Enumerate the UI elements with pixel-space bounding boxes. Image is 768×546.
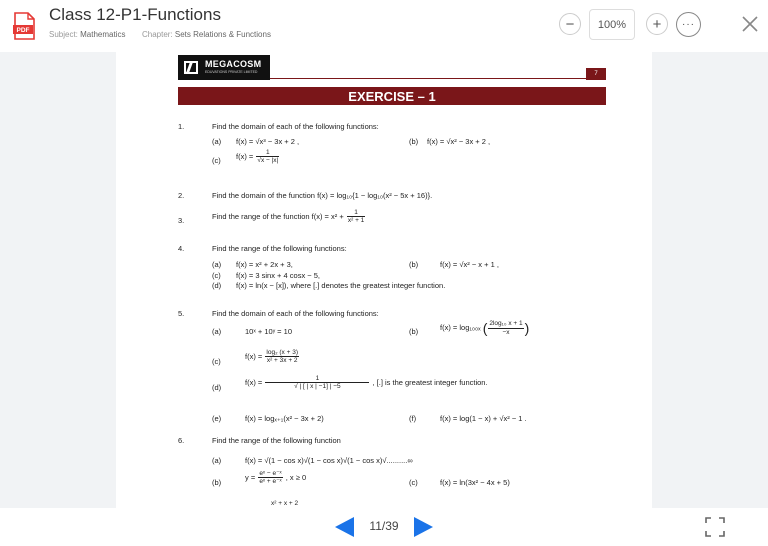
megacosm-logo: MEGACOSM EDUVATIONS PRIVATE LIMITED [178,55,270,80]
question-text: Find the domain of each of the following functions: [212,122,379,131]
option-label: (c) [409,478,418,487]
document-header [0,0,768,52]
question-number: 5. [178,309,185,318]
next-page-button[interactable] [414,517,433,537]
question-text: Find the domain of each of the following functions: [212,309,379,318]
question-number: 1. [178,122,185,131]
option-expression: y = $\frac{\text{eˣ − e⁻ˣ}}{\text{eˣ + e⁻ˣ}}$ , x ≥ 0 [245,470,307,486]
option-expression: f(x) = √x² − x + 1 , [440,260,499,269]
option-label: (d) [212,281,222,290]
option-label: (b) [409,260,419,269]
option-label: (d) [212,383,222,392]
subject-label: Subject: [49,30,78,39]
question-number: 4. [178,244,185,253]
question-text: Find the domain of the function f(x) = log₁₀{1 − log₁₀(x² − 5x + 16)}. [212,191,433,200]
option-label: (c) [212,357,221,366]
question-number: 2. [178,191,185,200]
option-label: (c) [212,156,221,165]
question-text: Find the range of the following function [212,436,341,445]
close-icon[interactable] [740,14,760,34]
option-label: (c) [212,271,221,280]
option-expression: f(x) = ln(3x² − 4x + 5) [440,478,510,487]
question-text: Find the range of the following functions: [212,244,347,253]
option-expression: f(x) = √(1 − cos x)√(1 − cos x)√(1 − cos x)√..........∞ [245,456,413,465]
question-number: 6. [178,436,185,445]
option-expression: f(x) = ln(x − [x]), where [.] denotes the greatest integer function. [236,281,446,290]
page-navigation [0,508,768,546]
svg-text:PDF: PDF [16,27,30,35]
option-label: (b) [212,478,222,487]
page-indicator: 11/39 [369,519,399,533]
subject-value: Mathematics [80,30,126,39]
option-expression: f(x) = $\frac{\text{log₂ (x + 3)}}{\text{x² + 3x + 2}}$ [245,349,298,365]
option-expression: f(x) = log(1 − x) + √x² − 1 . [440,414,527,423]
document-title: Class 12-P1-Functions [49,5,221,24]
pdf-viewer[interactable] [0,52,768,508]
chapter-label: Chapter: [141,30,173,39]
option-expression: f(x) = logₓ₊₁(x² − 3x + 2) [245,414,324,423]
option-expression: f(x) = √x³ − 3x + 2 , [236,137,300,146]
zoom-level-display: 100% [589,9,635,40]
option-label: (a) [212,327,222,336]
option-expression: f(x) = log₁₀₀ₓ ( $\frac{\text{2log₁₀ x + 1}}{-x}$ ) [440,320,530,336]
option-expression: f(x) = 3 sinx + 4 cosx − 5, [236,271,320,280]
exercise-title: EXERCISE – 1 [178,87,606,105]
previous-page-button[interactable] [335,517,354,537]
option-label: (b) [409,137,419,146]
option-expression: f(x) = √x² − 3x + 2 , [427,137,491,146]
option-label: (b) [409,327,419,336]
partial-expression: x² + x + 2 [271,500,299,507]
option-label: (f) [409,414,417,423]
option-label: (a) [212,137,222,146]
page-number-badge: 7 [586,68,606,80]
pdf-file-icon [12,12,36,40]
option-label: (e) [212,414,222,423]
option-expression: 10ˣ + 10ʸ = 10 [245,327,292,336]
option-expression: f(x) = $\frac{1}{√ | [ | x | -1] | -5}$ , [.] is the greatest integer function. [245,375,488,391]
fullscreen-icon[interactable] [704,516,726,538]
document-meta [49,30,271,39]
chapter-value: Sets Relations & Functions [174,30,271,39]
option-expression: f(x) = $\frac{1}{√x - |x|}$ [236,149,279,165]
more-options-button[interactable]: ··· [676,12,701,37]
header-rule [270,78,602,79]
zoom-out-button[interactable]: − [559,13,581,35]
pdf-page [116,52,652,508]
question-text: Find the range of the function f(x) = x² + $\frac{1}{\text{x² + 1}}$ [212,209,365,225]
question-number: 3. [178,216,185,225]
option-label: (a) [212,456,222,465]
logo-mark-icon [184,61,198,74]
option-expression: f(x) = x² + 2x + 3, [236,260,293,269]
zoom-in-button[interactable]: + [646,13,668,35]
option-label: (a) [212,260,222,269]
